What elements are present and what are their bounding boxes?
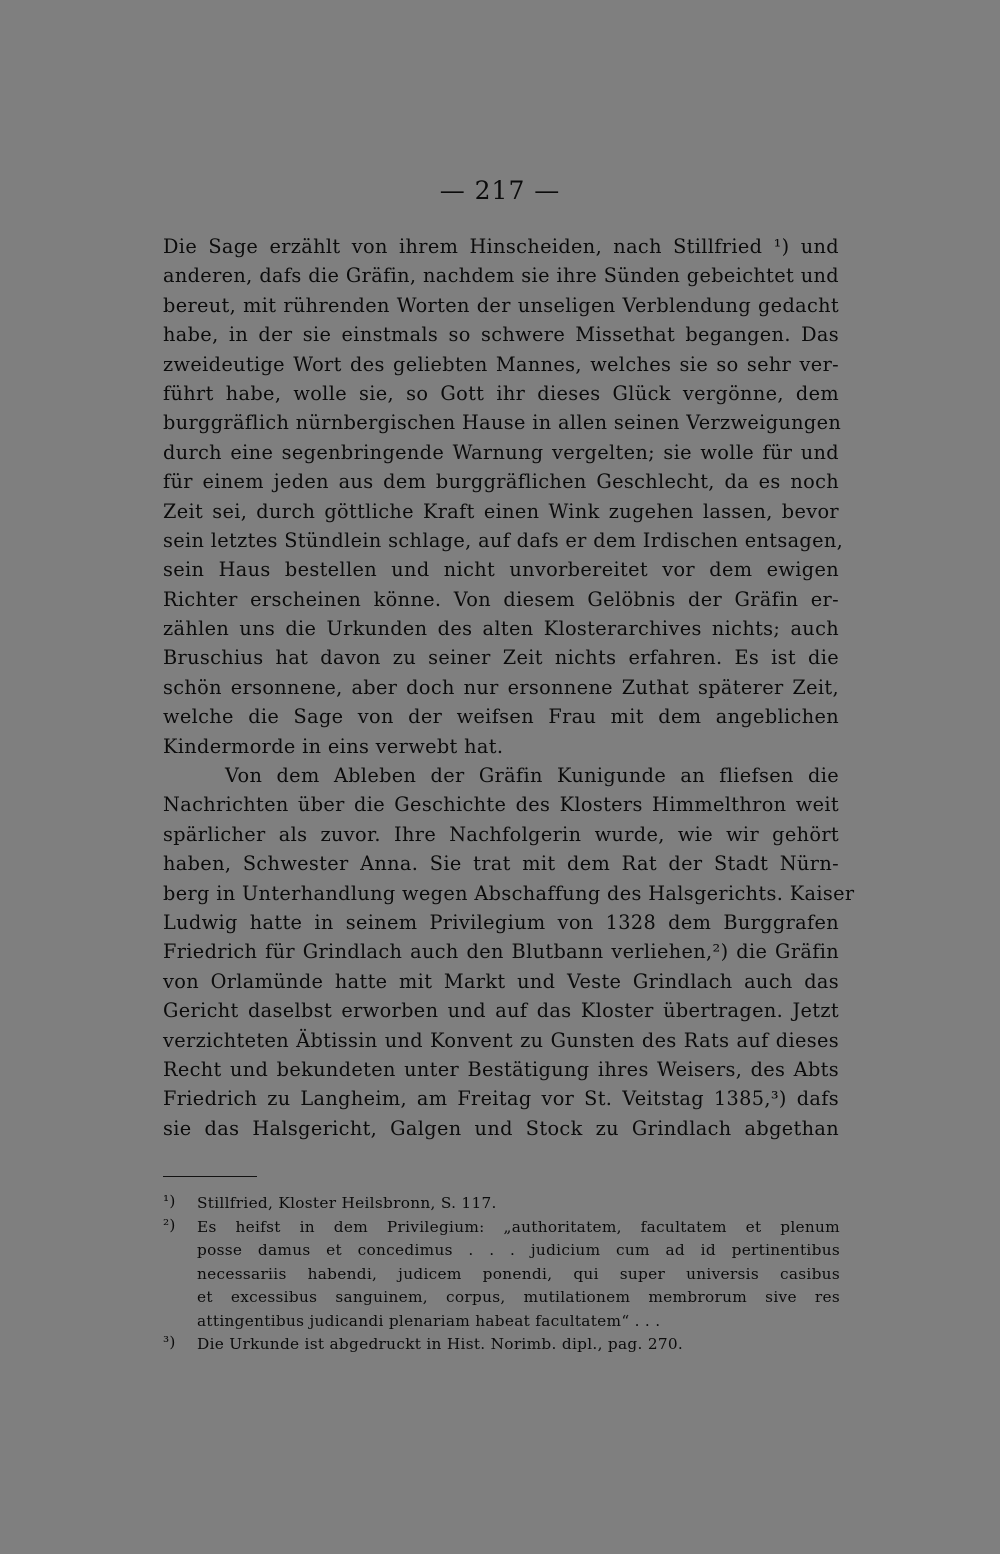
text-line: Friedrich zu Langheim, am Freitag vor St. Veitstag 1385,³) dafs <box>163 1087 839 1111</box>
text-line: Kindermorde in eins verwebt hat. <box>163 734 504 758</box>
text-line: Nachrichten über die Geschichte des Klosters Himmelthron weit <box>163 793 839 817</box>
text-line: sie das Halsgericht, Galgen und Stock zu Grindlach abgethan <box>163 1116 839 1140</box>
text-line: anderen, dafs die Gräfin, nachdem sie ihre Sünden gebeichtet und <box>163 264 839 288</box>
paragraph <box>163 761 855 1143</box>
footnote-marker: ³) <box>163 1333 176 1351</box>
text-line: bereut, mit rührenden Worten der unseligen Verblendung gedacht <box>163 293 839 317</box>
footnote-1 <box>163 1192 840 1216</box>
text-line: von Orlamünde hatte mit Markt und Veste Grindlach auch das <box>163 969 839 993</box>
text-line: burggräflich nürnbergischen Hause in allen seinen Verzweigungen <box>163 411 842 435</box>
text-line: schön ersonnene, aber doch nur ersonnene Zuthat späterer Zeit, <box>163 675 839 699</box>
text-line: zweideutige Wort des geliebten Mannes, welches sie so sehr ver- <box>163 352 839 376</box>
page-number: — 217 — <box>439 176 561 205</box>
text-line: Recht und bekundeten unter Bestätigung ihres Weisers, des Abts <box>163 1057 839 1081</box>
body-text <box>163 232 855 1143</box>
paragraph <box>163 232 844 761</box>
text-line: Gericht daselbst erworben und auf das Kloster übertragen. Jetzt <box>163 999 839 1023</box>
text-line: Bruschius hat davon zu seiner Zeit nichts erfahren. Es ist die <box>163 646 839 670</box>
footnote-line: attingentibus judicandi plenariam habeat facultatem“ . . . <box>197 1311 661 1330</box>
footnote-line: posse damus et concedimus . . . judicium cum ad id pertinentibus <box>197 1241 840 1259</box>
text-line: haben, Schwester Anna. Sie trat mit dem Rat der Stadt Nürn- <box>163 852 839 876</box>
footnotes <box>163 1192 840 1357</box>
text-line: Richter erscheinen könne. Von diesem Gelöbnis der Gräfin er- <box>163 587 839 611</box>
footnote-marker: ²) <box>163 1215 176 1234</box>
text-line: Friedrich für Grindlach auch den Blutbann verliehen,²) die Gräfin <box>163 940 839 964</box>
text-line: für einem jeden aus dem burggräflichen Geschlecht, da es noch <box>163 470 839 494</box>
text-line: welche die Sage von der weifsen Frau mit dem angeblichen <box>163 705 839 729</box>
text-line: Ludwig hatte in seinem Privilegium von 1328 dem Burggrafen <box>163 910 839 934</box>
footnote-3 <box>163 1333 840 1357</box>
text-line: sein letztes Stündlein schlage, auf dafs er dem Irdischen entsagen, <box>163 528 844 552</box>
footnote-line: necessariis habendi, judicem ponendi, qui super universis casibus <box>197 1264 840 1283</box>
text-line: zählen uns die Urkunden des alten Klosterarchives nichts; auch <box>163 617 839 641</box>
footnote-divider <box>163 1176 257 1177</box>
footnote-2 <box>163 1215 840 1334</box>
text-line: berg in Unterhandlung wegen Abschaffung des Halsgerichts. Kaiser <box>163 881 855 905</box>
text-line: spärlicher als zuvor. Ihre Nachfolgerin wurde, wie wir gehört <box>163 822 839 846</box>
text-line: verzichteten Äbtissin und Konvent zu Gunsten des Rats auf dieses <box>163 1028 839 1052</box>
text-line: Zeit sei, durch göttliche Kraft einen Wink zugehen lassen, bevor <box>163 499 839 523</box>
footnote-line: Stillfried, Kloster Heilsbronn, S. 117. <box>197 1194 497 1212</box>
text-line: habe, in der sie einstmals so schwere Missethat begangen. Das <box>163 323 839 347</box>
text-line: durch eine segenbringende Warnung vergelten; sie wolle für und <box>163 440 839 464</box>
footnote-line: Die Urkunde ist abgedruckt in Hist. Norimb. dipl., pag. 270. <box>197 1335 684 1353</box>
footnote-line: et excessibus sanguinem, corpus, mutilationem membrorum sive res <box>197 1288 840 1306</box>
footnote-line: Es heifst in dem Privilegium: „authoritatem, facultatem et plenum <box>197 1217 840 1236</box>
text-line: sein Haus bestellen und nicht unvorbereitet vor dem ewigen <box>163 558 839 582</box>
text-line: führt habe, wolle sie, so Gott ihr dieses Glück vergönne, dem <box>163 381 839 405</box>
text-line: Die Sage erzählt von ihrem Hinscheiden, nach Stillfried ¹) und <box>163 235 839 258</box>
footnote-marker: ¹) <box>163 1192 176 1210</box>
text-line: Von dem Ableben der Gräfin Kunigunde an fliefsen die <box>225 764 839 788</box>
